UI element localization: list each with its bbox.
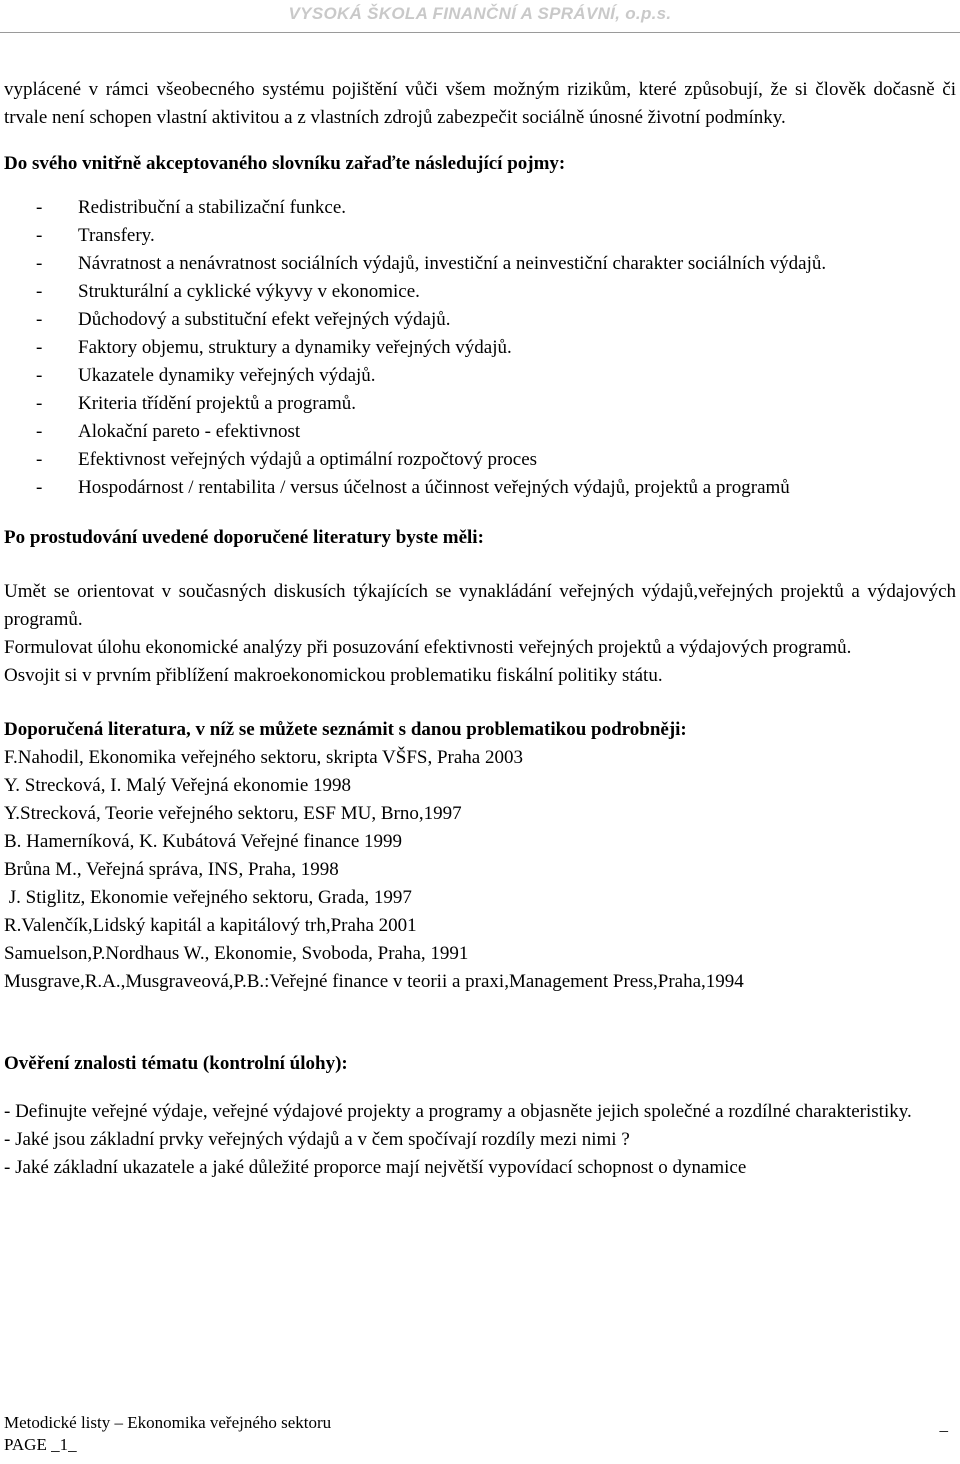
literature-item: Y.Strecková, Teorie veřejného sektoru, ESF MU, Brno,1997 <box>4 803 462 824</box>
list-item: - Transfery. <box>36 225 155 246</box>
literature-heading: Doporučená literatura, v níž se můžete seznámit s danou problematikou podrobněji: <box>4 719 687 740</box>
study-paragraph: Osvojit si v prvním přiblížení makroekonomickou problematiku fiskální politiky státu. <box>4 665 663 686</box>
literature-item: Samuelson,P.Nordhaus W., Ekonomie, Svoboda, Praha, 1991 <box>4 943 469 964</box>
intro-paragraph: vyplácené v rámci všeobecného systému pojištění vůči všem možným rizikům, které způsobují, že si člověk dočasně či trvale není schopen vlastní aktivitou a z vlastních zdrojů zabezpečit sociálně únosné životní podmínky. <box>4 79 956 128</box>
tasks-list <box>4 1098 956 1182</box>
list-item: - Strukturální a cyklické výkyvy v ekonomice. <box>36 281 420 302</box>
vocab-list <box>4 194 956 502</box>
literature-item: Brůna M., Veřejná správa, INS, Praha, 1998 <box>4 859 339 880</box>
footer-underscore: _ <box>939 1415 948 1434</box>
list-item: - Faktory objemu, struktury a dynamiky veřejných výdajů. <box>36 337 512 358</box>
literature-list <box>4 744 956 996</box>
list-item: - Návratnost a nenávratnost sociálních výdajů, investiční a neinvestiční charakter sociálních výdajů. <box>36 253 827 274</box>
literature-item: B. Hamerníková, K. Kubátová Veřejné finance 1999 <box>4 831 402 852</box>
literature-item: F.Nahodil, Ekonomika veřejného sektoru, skripta VŠFS, Praha 2003 <box>4 747 523 768</box>
study-heading: Po prostudování uvedené doporučené literatury byste měli: <box>4 527 484 548</box>
literature-item: Musgrave,R.A.,Musgraveová,P.B.:Veřejné finance v teorii a praxi,Management Press,Praha,1994 <box>4 971 744 992</box>
literature-item: J. Stiglitz, Ekonomie veřejného sektoru, Grada, 1997 <box>4 887 412 908</box>
list-item: - Ukazatele dynamiky veřejných výdajů. <box>36 365 376 386</box>
list-item: - Redistribuční a stabilizační funkce. <box>36 197 347 218</box>
tasks-heading: Ověření znalosti tématu (kontrolní úlohy): <box>4 1053 348 1074</box>
header-divider <box>0 32 960 33</box>
footer-page-number: PAGE _1_ <box>4 1435 77 1454</box>
document-body <box>4 76 956 1182</box>
list-item: - Hospodárnost / rentabilita / versus účelnost a účinnost veřejných výdajů, projektů a programů <box>36 477 790 498</box>
list-item: - Důchodový a substituční efekt veřejných výdajů. <box>36 309 451 330</box>
page-header: VYSOKÁ ŠKOLA FINANČNÍ A SPRÁVNÍ, o.p.s. <box>288 4 672 23</box>
study-paragraph: Umět se orientovat v současných diskusích týkajících se vynakládání veřejných výdajů,veřejných projektů a výdajových programů. <box>4 581 956 630</box>
study-paragraph: Formulovat úlohu ekonomické analýzy při posuzování efektivnosti veřejných projektů a výdajových programů. <box>4 637 852 658</box>
list-item: - Alokační pareto - efektivnost <box>36 421 301 442</box>
footer-title: Metodické listy – Ekonomika veřejného sektoru <box>4 1413 332 1432</box>
list-item: - Efektivnost veřejných výdajů a optimální rozpočtový proces <box>36 449 538 470</box>
task-item: - Jaké jsou základní prvky veřejných výdajů a v čem spočívají rozdíly mezi nimi ? <box>4 1129 630 1150</box>
literature-item: Y. Strecková, I. Malý Veřejná ekonomie 1998 <box>4 775 352 796</box>
task-item: - Definujte veřejné výdaje, veřejné výdajové projekty a programy a objasněte jejich společné a rozdílné charakteristiky. <box>4 1101 912 1122</box>
vocab-heading: Do svého vnitřně akceptovaného slovníku zařaďte následující pojmy: <box>4 153 566 174</box>
literature-item: R.Valenčík,Lidský kapitál a kapitálový trh,Praha 2001 <box>4 915 417 936</box>
list-item: - Kriteria třídění projektů a programů. <box>36 393 357 414</box>
page-footer <box>4 1412 956 1456</box>
task-item: - Jaké základní ukazatele a jaké důležité proporce mají největší vypovídací schopnost o dynamice <box>4 1157 747 1178</box>
